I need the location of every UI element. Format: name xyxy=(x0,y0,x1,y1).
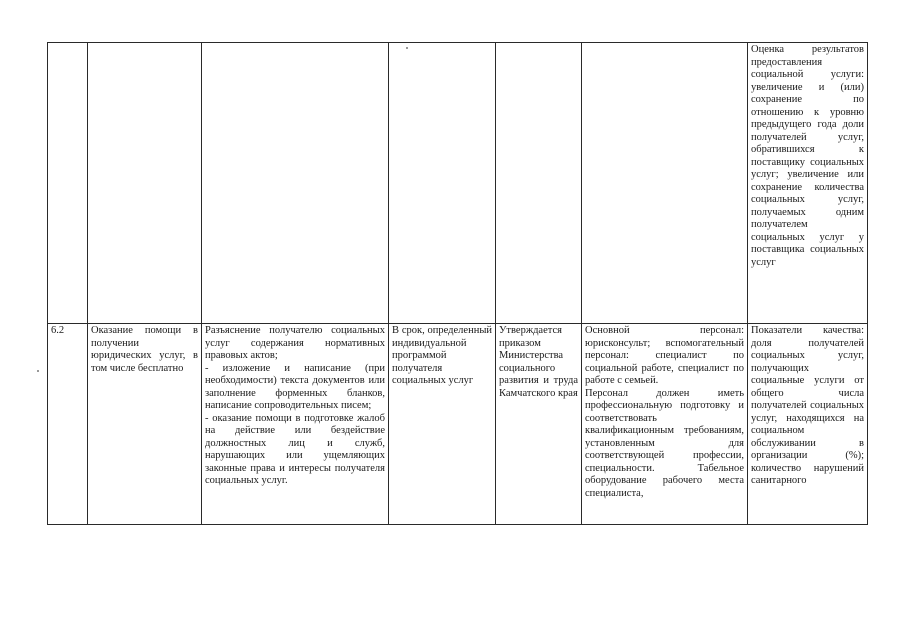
tariff-text: Утверждается приказом Министерства социального развития и труда Камчатского края xyxy=(499,325,578,399)
cell-service-name xyxy=(88,324,202,525)
cell-conditions xyxy=(582,324,748,525)
content-paragraph: Разъяснение получателю социальных услуг содержания нормативных правовых актов; xyxy=(205,325,385,361)
content-paragraph: - изложение и написание (при необходимости) текста документов или заполнение форменных бланков, написание сопроводительных писем; xyxy=(205,362,385,411)
cell-term xyxy=(389,43,496,324)
table-row xyxy=(48,324,868,525)
conditions-paragraph: Основной персонал: юрисконсульт; вспомогательный персонал: специалист по социальной работе, специалист по работе с семьей. xyxy=(585,325,744,386)
cell-tariff xyxy=(496,43,582,324)
row-number: 6.2 xyxy=(51,325,65,336)
cell-tariff xyxy=(496,324,582,525)
table-row xyxy=(48,43,868,324)
cell-conditions xyxy=(582,43,748,324)
cell-indicators xyxy=(748,324,868,525)
indicators-text: Показатели качества: доля получателей социальных услуг, получающих социальные услуги от общего числа получателей социальных услуг, находящихся на социальном обслуживании в организации (%); количество нарушений санитарного xyxy=(751,325,864,486)
cell-num xyxy=(48,324,88,525)
services-table xyxy=(47,42,868,525)
indicators-text: Оценка результатов предоставления социальной услуги: увеличение и (или) сохранение по отношению к уровню предыдущего года доли получателей услуг, обратившихся к поставщику социальных услуг; увеличение или сохранение количества социальных услуг, получаемых одним получателем социальных услуг у поставщика социальных услуг xyxy=(751,44,864,268)
cell-service-content xyxy=(202,324,389,525)
service-name-text: Оказание помощи в получении юридических услуг, в том числе бесплатно xyxy=(91,325,198,374)
scan-speck xyxy=(37,370,39,372)
cell-service-content xyxy=(202,43,389,324)
cell-term xyxy=(389,324,496,525)
cell-service-name xyxy=(88,43,202,324)
cell-indicators xyxy=(748,43,868,324)
term-text: В срок, определенный индивидуальной программой получателя социальных услуг xyxy=(392,325,492,386)
content-paragraph: - оказание помощи в подготовке жалоб на действие или бездействие должностных лиц и служб, нарушающих или ущемляющих законные права и интересы получателя социальных услуг. xyxy=(205,412,385,486)
conditions-paragraph: Персонал должен иметь профессиональную подготовку и соответствовать квалификационным требованиям, установленным для соответствующей профессии, специальности. Табельное оборудование рабочего места специалиста, xyxy=(585,387,744,499)
cell-num xyxy=(48,43,88,324)
